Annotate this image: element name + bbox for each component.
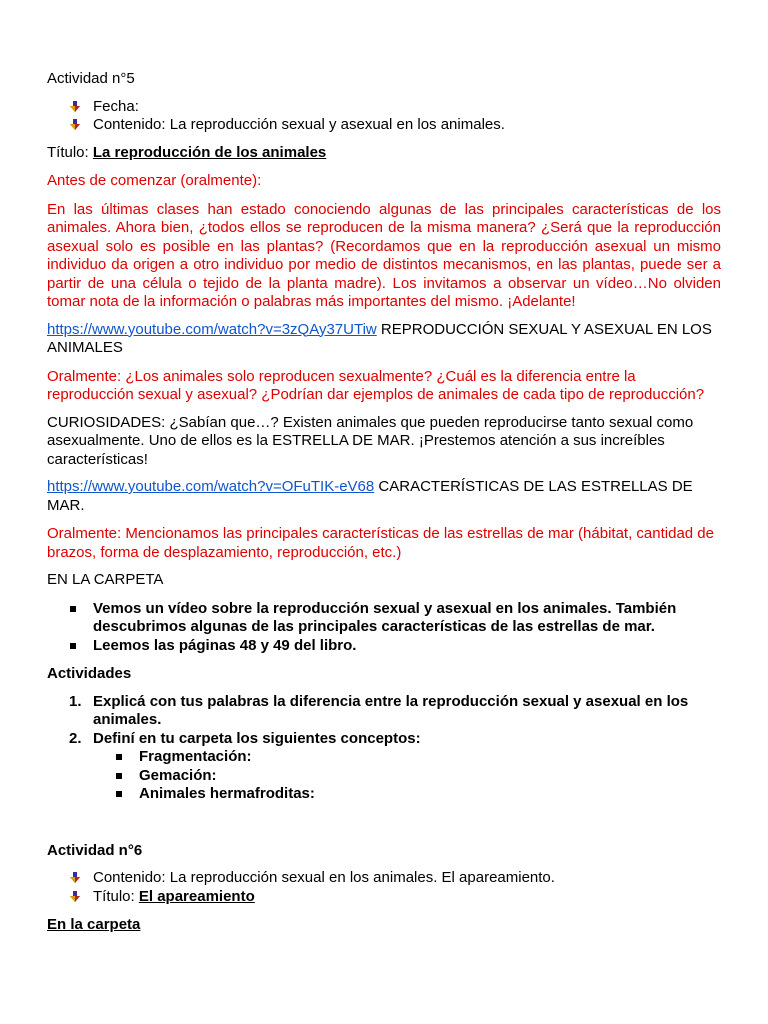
activities-list [47,693,721,804]
activity-text: Explicá con tus palabras la diferencia entre la reproducción sexual y asexual en los animales. [93,692,689,728]
video-1-paragraph [47,321,721,358]
square-bullet-icon [70,643,76,649]
down-arrow-bullet-icon [69,119,81,131]
concept-text: Gemación: [139,766,217,784]
concepts-list [93,748,721,804]
list-item [93,748,721,767]
activity-5-info-list [47,98,721,135]
date-label: Fecha: [93,97,139,115]
concept-text: Fragmentación: [139,748,252,765]
list-item [47,693,721,730]
down-arrow-bullet-icon [69,101,81,113]
title-prefix: Título: [47,143,93,161]
activity-6-heading: Actividad n°6 [47,841,143,859]
video-2-title: CARACTERÍSTICAS DE LAS ESTRELLAS DE MAR. [47,478,693,514]
list-item [47,116,721,135]
oral-question-1: Oralmente: ¿Los animales solo reproducen sexualmente? ¿Cuál es la diferencia entre la reproducción sexual y asexual? ¿Podrían dar ejemplos de animales de cada tipo de reproducción? [47,367,705,403]
document-page [47,70,721,935]
content-text: Contenido: La reproducción sexual y asexual en los animales. [93,116,505,133]
video-1-title: REPRODUCCIÓN SEXUAL Y ASEXUAL EN LOS ANIMALES [47,320,712,356]
list-item [47,98,721,117]
item-number: 2. [69,729,82,747]
activity-6-info-list [47,869,721,906]
activity-text: Definí en tu carpeta los siguientes conceptos: [93,729,421,747]
activities-heading: Actividades [47,665,132,682]
list-item [47,730,721,804]
concept-text: Animales hermafroditas: [139,785,315,802]
down-arrow-bullet-icon [69,891,81,903]
item-number: 1. [69,692,82,710]
list-item [47,600,721,637]
curiosities-paragraph: CURIOSIDADES: ¿Sabían que…? Existen animales que pueden reproducirse tanto sexual como asexualmente. Uno de ellos es la ESTRELLA DE MAR. ¡Prestemos atención a sus increíbles características! [47,413,694,468]
activity-6-folder-heading: En la carpeta [47,916,141,933]
list-item [47,888,721,907]
oral-question-2: Oralmente: Mencionamos las principales características de las estrellas de mar (hábitat, cantidad de brazos, forma de desplazamiento, reproducción, etc.) [47,525,714,561]
activity-5-title [47,144,721,163]
video-2-paragraph [47,478,721,515]
intro-paragraph: En las últimas clases han estado conociendo algunas de las principales características de los animales. Ahora bien, ¿todos ellos se reproducen de la misma manera? ¿Será que la reproducción asexual solo es posible en las plantas? (Recordamos que en la reproducción asexual un mismo individuo da origen a otro individuo por medio de distintos mecanismos, en las plantas, puede ser a partir de una célula o tejido de la planta madre). Los invitamos a observar un vídeo…No olviden tomar nota de la información o palabras más importantes del mismo. ¡Adelante! [47,200,721,310]
list-item [47,637,721,656]
square-bullet-icon [116,773,122,779]
folder-heading: EN LA CARPETA [47,571,164,588]
square-bullet-icon [116,754,122,760]
before-start-label: Antes de comenzar (oralmente): [47,172,262,189]
folder-item-text: Leemos las páginas 48 y 49 del libro. [93,636,357,654]
square-bullet-icon [70,606,76,612]
list-item [93,785,721,804]
video-1-link[interactable]: https://www.youtube.com/watch?v=3zQAy37UTiw [47,320,377,338]
list-item [93,767,721,786]
folder-item-text: Vemos un vídeo sobre la reproducción sexual y asexual en los animales. También descubrimos algunas de las principales características de las estrellas de mar. [93,599,677,635]
down-arrow-bullet-icon [69,872,81,884]
list-item [47,869,721,888]
activity-5-heading: Actividad n°5 [47,70,135,87]
video-2-link[interactable]: https://www.youtube.com/watch?v=OFuTIK-eV68 [47,478,375,495]
folder-list [47,600,721,656]
title-text: El apareamiento [138,887,255,905]
title-text: La reproducción de los animales [92,143,327,161]
title-prefix: Título: [93,887,139,905]
square-bullet-icon [116,791,122,797]
content-text: Contenido: La reproducción sexual en los animales. El apareamiento. [93,869,555,886]
